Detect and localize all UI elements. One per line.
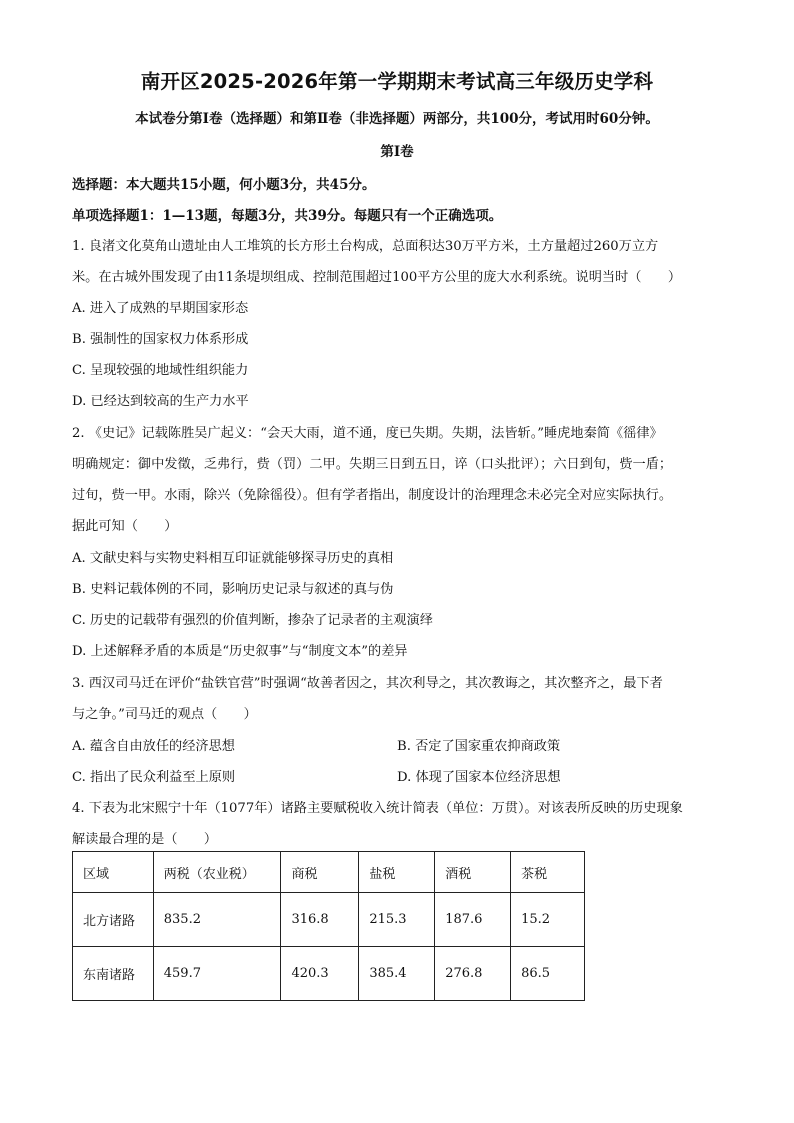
- question-2-line-1: 2. 《史记》记载陈胜吴广起义：“会天大雨，道不通，度已失期。失期，法皆斩。”睡虎地秦简《徭律》: [72, 426, 663, 441]
- question-3-option-b: B. 否定了国家重农抑商政策: [397, 739, 561, 754]
- table-cell: 15.2: [511, 893, 585, 947]
- table-cell: 459.7: [153, 947, 281, 1001]
- question-4-line-1: 4. 下表为北宋熙宁十年（1077年）诸路主要赋税收入统计简表（单位：万贯）。对该表所反映的历史现象: [72, 801, 683, 816]
- exam-title: 南开区2025-2026年第一学期期末考试高三年级历史学科: [140, 70, 654, 93]
- table-row: [73, 947, 585, 1001]
- question-2-option-b: B. 史料记载体例的不同，影响历史记录与叙述的真与伪: [72, 582, 394, 597]
- section-heading-single-choice: 单项选择题1：1—13题，每题3分，共39分。每题只有一个正确选项。: [72, 208, 503, 224]
- question-3-option-d: D. 体现了国家本位经济思想: [397, 770, 561, 785]
- table-cell: 835.2: [153, 893, 281, 947]
- table-row: [73, 893, 585, 947]
- tax-revenue-table: [72, 851, 585, 1001]
- table-cell: 北方诸路: [73, 893, 154, 947]
- table-header-cell: 盐税: [359, 852, 435, 893]
- table-cell: 276.8: [435, 947, 511, 1001]
- table-cell: 420.3: [281, 947, 359, 1001]
- table-cell: 215.3: [359, 893, 435, 947]
- question-1-option-c: C. 呈现较强的地域性组织能力: [72, 363, 249, 378]
- table-cell: 东南诸路: [73, 947, 154, 1001]
- table-cell: 86.5: [511, 947, 585, 1001]
- table-cell: 385.4: [359, 947, 435, 1001]
- question-2-option-a: A. 文献史料与实物史料相互印证就能够探寻历史的真相: [72, 551, 394, 566]
- question-1-option-d: D. 已经达到较高的生产力水平: [72, 394, 249, 409]
- question-4-line-2: 解读最合理的是（ ）: [72, 832, 218, 847]
- table-header-cell: 茶税: [511, 852, 585, 893]
- section-heading-choice: 选择题：本大题共15小题，何小题3分，共45分。: [72, 177, 376, 193]
- question-1-option-a: A. 进入了成熟的早期国家形态: [72, 301, 249, 316]
- table-cell: 316.8: [281, 893, 359, 947]
- question-1-option-b: B. 强制性的国家权力体系形成: [72, 332, 249, 347]
- question-1-line-2: 米。在古城外围发现了由11条堤坝组成、控制范围超过100平方公里的庞大水利系统。说明当时（ ）: [72, 270, 682, 285]
- question-2-option-d: D. 上述解释矛盾的本质是“历史叙事”与“制度文本”的差异: [72, 644, 408, 659]
- question-1-line-1: 1. 良渚文化莫角山遗址由人工堆筑的长方形土台构成，总面积达30万平方米，土方量超过260万立方: [72, 239, 659, 254]
- exam-instructions: 本试卷分第Ⅰ卷（选择题）和第Ⅱ卷（非选择题）两部分，共100分，考试用时60分钟。: [135, 111, 659, 127]
- question-3-line-1: 3. 西汉司马迁在评价“盐铁官营”时强调“故善者因之，其次利导之，其次教诲之，其次整齐之，最下者: [72, 676, 663, 691]
- question-3-line-2: 与之争。”司马迁的观点（ ）: [72, 707, 257, 722]
- question-3-option-c: C. 指出了民众利益至上原则: [72, 770, 236, 785]
- table-cell: 187.6: [435, 893, 511, 947]
- table-header-cell: 两税（农业税）: [153, 852, 281, 893]
- question-2-line-2: 明确规定：御中发徵，乏弗行，赀（罚）二甲。失期三日到五日，谇（口头批评）；六日到旬，赀一盾；: [72, 457, 673, 472]
- question-2-line-4: 据此可知（ ）: [72, 519, 178, 534]
- table-header-cell: 商税: [281, 852, 359, 893]
- question-3-option-a: A. 蕴含自由放任的经济思想: [72, 739, 235, 754]
- part-heading: 第Ⅰ卷: [380, 144, 414, 160]
- table-header-row: [73, 852, 585, 893]
- question-2-option-c: C. 历史的记载带有强烈的价值判断，掺杂了记录者的主观演绎: [72, 613, 433, 628]
- table-header-cell: 区域: [73, 852, 154, 893]
- question-2-line-3: 过旬，赀一甲。水雨，除兴（免除徭役）。但有学者指出，制度设计的治理理念未必完全对应实际执行。: [72, 488, 673, 503]
- table-header-cell: 酒税: [435, 852, 511, 893]
